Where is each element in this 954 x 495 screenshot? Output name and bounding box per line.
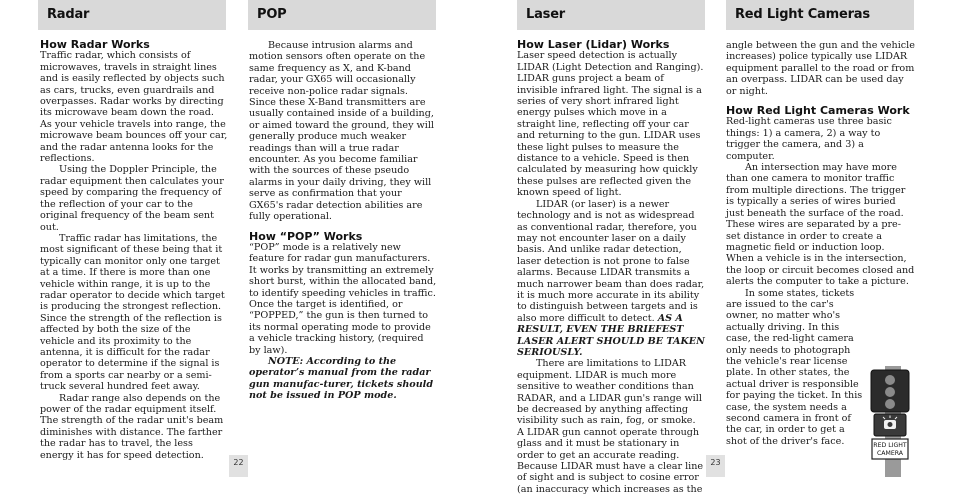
traffic-light-camera-icon — [866, 366, 914, 477]
page-number: 23 — [706, 455, 725, 477]
paragraph — [517, 199, 705, 359]
section-title: POP — [257, 7, 287, 22]
pop-column — [249, 40, 437, 402]
paragraph: An intersection may have more than one camera to monitor traffic from multiple directions. The trigger is typically a series of wires buried just beneath the surface of the road. These wires are separated by a pre-set distance in order to create a magnetic field or induction loop. When a vehicle is in the intersection, the loop or circuit becomes closed and alerts the computer to take a picture. — [726, 162, 915, 288]
subheading: How Laser (Lidar) Works — [517, 38, 670, 51]
section-title: Red Light Cameras — [735, 7, 870, 22]
page-number: 22 — [229, 455, 248, 477]
section-header-radar — [38, 0, 226, 30]
warning-text: AS A RESULT, EVEN THE BRIEFEST LASER ALERT SHOULD BE TAKEN SERIOUSLY. — [517, 312, 705, 358]
section-header-pop — [248, 0, 436, 30]
section-header-red-light-cameras — [726, 0, 914, 30]
paragraph: Using the Doppler Principle, the radar equipment then calculates your speed by comparing the frequency of the reflection of your car to the original frequency of the beam sent out. — [40, 164, 224, 233]
paragraph: angle between the gun and the vehicle increases) police typically use LIDAR equipment parallel to the road or from an overpass. LIDAR can be used day or night. — [726, 40, 915, 97]
paragraph-text: LIDAR (or laser) is a newer technology and is not as widespread as conventional radar, therefore, you may not encounter laser on a daily basis. And unlike radar detection, laser detection is not prone to false alarms. Because LIDAR transmits a much narrower beam than does radar, it is much more accurate in its ability to distinguish between targets and is also more difficult to detect. — [517, 198, 705, 324]
paragraph: In some states, tickets are issued to the car's owner, no matter who's actually driving. In this case, the red-light camera only needs to photograph the vehicle's rear license plate. In other states, the actual driver is responsible for paying the ticket. In this case, the system needs a second camera in front of the car, in order to get a shot of the driver's face. — [726, 287, 863, 447]
sign-label-line2: CAMERA — [876, 450, 904, 457]
note: NOTE: According to the operator’s manual from the radar gun manufac-turer, tickets should not be issued in POP mode. — [249, 355, 434, 402]
subheading: How Red Light Cameras Work — [726, 104, 910, 118]
paragraph: The strength of the radar unit's beam diminishes with distance. The farther the radar has to travel, the less energy it has for speed detection. — [40, 415, 224, 461]
radar-column — [40, 39, 228, 461]
subheading: How Radar Works — [40, 38, 150, 51]
section-title: Laser — [526, 7, 566, 22]
paragraph: Because intrusion alarms and motion sensors often operate on the same frequency as X, and K-band radar, your GX65 will occasionally receive non-police radar signals. Since these X-Band transmitters are usually contained inside of a building, or aimed toward the ground, they will generally produce much weaker readings than will a true radar encounter. As you become familiar with the sources of these pseudo alarms in your daily driving, they will serve as confirmation that your GX65's radar detection abilities are fully operational. — [249, 40, 434, 223]
paragraph: Laser speed detection is actually LIDAR (Light Detection and Ranging). LIDAR guns project a beam of invisible infrared light. The signal is a series of very short infrared light energy pulses which move in a straight line, reflecting off your car and returning to the gun. LIDAR uses these light pulses to measure the distance to a vehicle. Speed is then calculated by measuring how quickly these pulses are reflected given the known speed of light. — [517, 50, 704, 199]
paragraph: Red-light cameras use three basic things: 1) a camera, 2) a way to trigger the camera, and 3) a computer. — [726, 116, 892, 162]
laser-column — [517, 39, 705, 495]
sign-label-line1: RED LIGHT — [873, 442, 907, 449]
paragraph: Traffic radar, which consists of microwaves, travels in straight lines and is easily reflected by objects such as cars, trucks, even guardrails and overpasses. Radar works by directing its microwave beam down the road. As your vehicle travels into range, the microwave beam bounces off your car, and the radar antenna looks for the reflections. — [40, 50, 228, 165]
paragraph: “POP” mode is a relatively new feature for radar gun manufacturers. It works by transmitting an extremely short burst, within the allocated band, to identify speeding vehicles in traffic. Once the target is identified, or “POPPED,” the gun is then turned to its normal operating mode to provide a vehicle tracking history, (required by law). — [249, 241, 437, 356]
paragraph: Radar range also depends on the power of the radar equipment itself. — [40, 392, 221, 415]
paragraph: There are limitations to LIDAR equipment. LIDAR is much more sensitive to weather conditions than RADAR, and a LIDAR gun's range will be decreased by anything affecting visibility such as rain, fog, or smoke. A LIDAR gun cannot operate through glass and it must be stationary in order to get an accurate reading. Because LIDAR must have a clear line of sight and is subject to cosine error (an inaccuracy which increases as the — [517, 358, 704, 495]
paragraph: Traffic radar has limitations, the most significant of these being that it typically can monitor only one target at a time. If there is more than one vehicle within range, it is up to the radar operator to decide which target is producing the strongest reflection. Since the strength of the reflection is affected by both the size of the vehicle and its proximity to the antenna, it is difficult for the radar operator to determine if the signal is from a sports car nearby or a semi-truck several hundred feet away. — [40, 232, 225, 393]
section-title: Radar — [47, 7, 90, 22]
subheading: How “POP” Works — [249, 229, 363, 243]
section-header-laser — [517, 0, 705, 30]
